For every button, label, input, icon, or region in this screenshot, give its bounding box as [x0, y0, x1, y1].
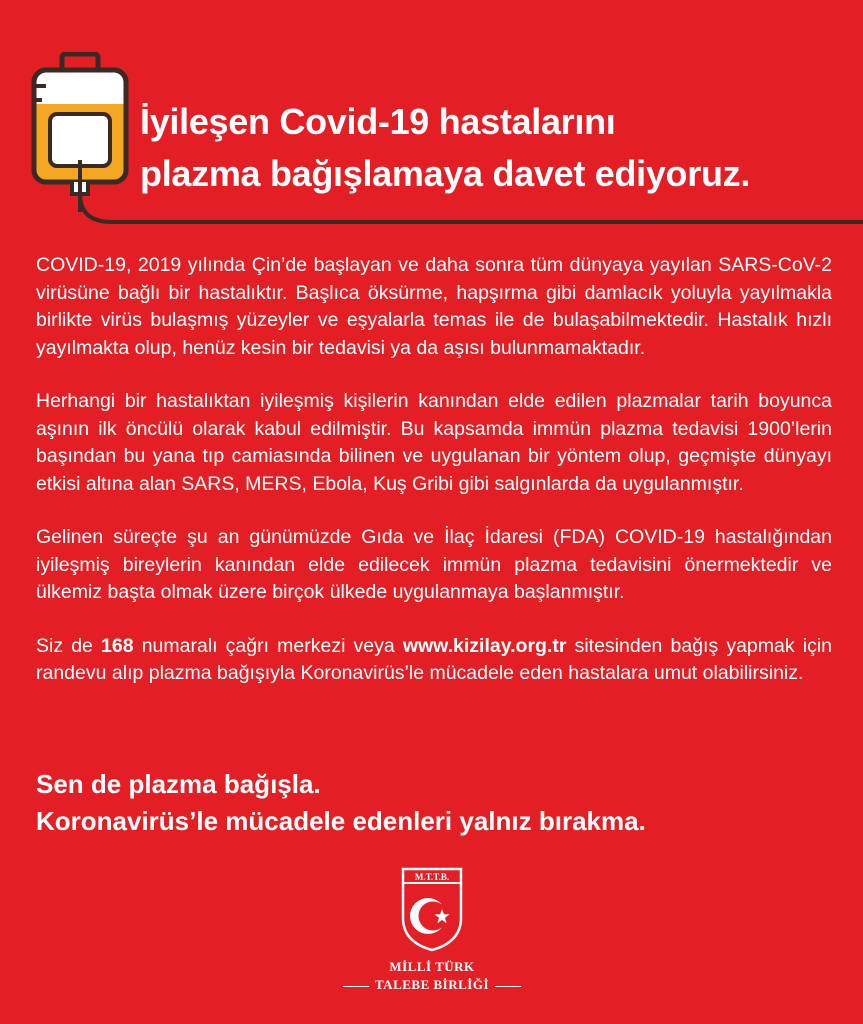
kizilay-website-link[interactable]: www.kizilay.org.tr	[402, 634, 567, 657]
paragraph-fda: Gelinen süreçte şu an günümüzde Gıda ve İlaç İdaresi (FDA) COVID-19 hastalığından iyileşmiş bireylerin kanından elde edilecek immün plazma tedavisini önermektedir ve ülkemiz başta olmak üzere birçok ülkede uygulanmaya başlanmıştır.	[36, 526, 832, 603]
body-text	[36, 252, 832, 688]
logo-name	[300, 958, 564, 994]
cta-line-2: Koronavirüs’le mücadele edenleri yalnız bırakma.	[36, 806, 646, 836]
appointment-suffix: sitesinden bağış yapmak için randevu alıp plazma bağışıyla Koronavirüs’le mücadele eden hastalara umut olabilirsiniz.	[36, 634, 832, 684]
logo-rule-right	[495, 986, 521, 987]
headline-line-1: İyileşen Covid-19 hastalarını	[140, 101, 616, 142]
call-center-number: 168	[101, 634, 134, 657]
mttb-logo	[400, 866, 464, 952]
paragraph-plasma-history: Herhangi bir hastalıktan iyileşmiş kişilerin kanından elde edilen plazmalar tarih boyunca aşının ilk öncülü olarak kabul edilmiştir. Bu kapsamda immün plazma tedavisi 1900’lerin başından bu yana tıp camiasında bilinen ve uygulanan bir yöntem olup, geçmişte dünyayı etkisi altına alan SARS, MERS, Ebola, Kuş Gribi gibi salgınlarda da uygulanmıştır.	[36, 390, 832, 495]
logo-name-line-2-wrap	[300, 976, 564, 994]
call-to-action	[36, 766, 836, 840]
paragraph-covid: COVID-19, 2019 yılında Çin’de başlayan ve daha sonra tüm dünyaya yayılan SARS-CoV-2 virüsüne bağlı bir hastalıktır. Başlıca öksürme, hapşırma gibi damlacık yoluyla yayılmakla birlikte virüs bulaşmış yüzeyler ve eşyalarla temas ile de bulaşabilmektedir. Hastalık hızlı yayılmakta olup, henüz kesin bir tedavisi ya da aşısı bulunmamaktadır.	[36, 254, 832, 359]
logo-abbreviation: M.T.T.B.	[414, 872, 450, 882]
headline	[140, 96, 850, 200]
cta-line-1: Sen de plazma bağışla.	[36, 769, 321, 799]
logo-name-line-2: TALEBE BİRLİĞİ	[374, 977, 490, 992]
paragraph-appointment	[36, 633, 832, 688]
logo-name-line-1: MİLLİ TÜRK	[389, 959, 475, 974]
headline-line-2: plazma bağışlamaya davet ediyoruz.	[140, 153, 751, 194]
appointment-middle: numaralı çağrı merkezi veya	[133, 634, 403, 657]
appointment-prefix: Siz de	[36, 634, 102, 657]
logo-rule-left	[343, 986, 369, 987]
